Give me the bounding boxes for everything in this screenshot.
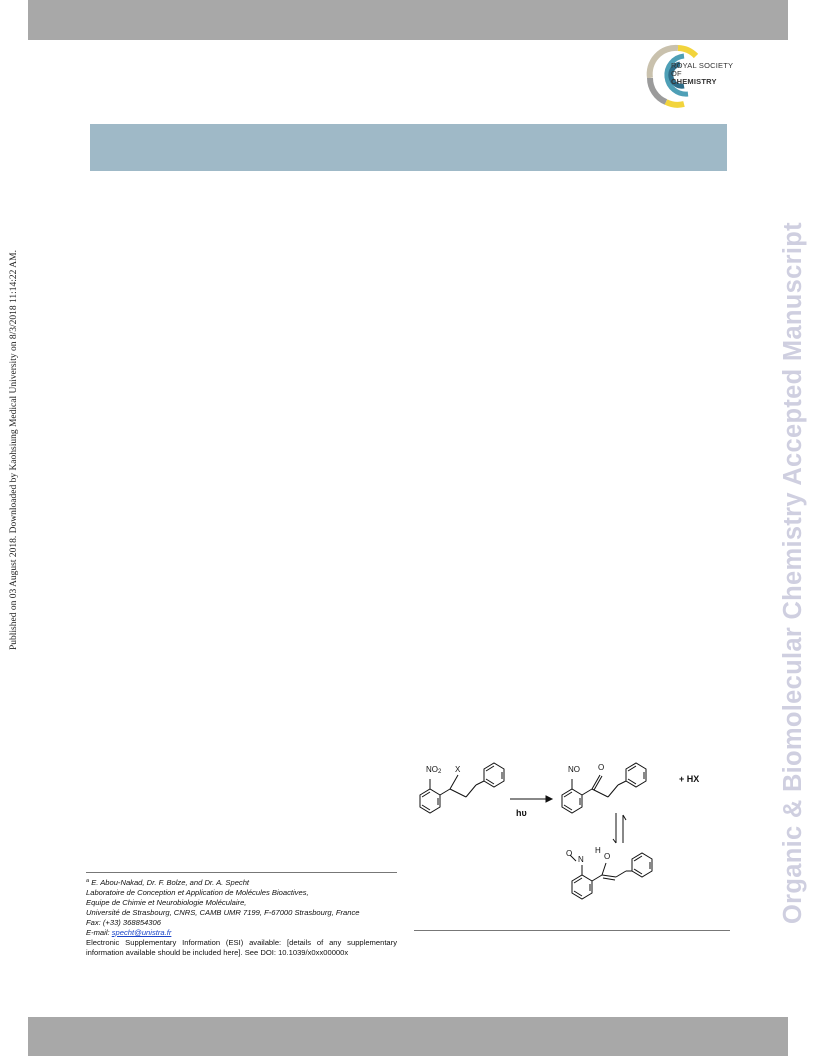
- accepted-manuscript-watermark: Organic & Biomolecular Chemistry Accepted Manuscript: [779, 222, 807, 924]
- no2-text: NO: [426, 765, 438, 774]
- footnote-esi: Electronic Supplementary Information (ESI) available: [details of any supplementary information available should be included here]. See DOI: 10.1039/x0xx00000x: [86, 938, 397, 957]
- byproduct-label: + HX: [679, 774, 700, 784]
- footnote-divider: [86, 872, 397, 873]
- no2-subscript: 2: [438, 769, 442, 775]
- leaving-group-label: X: [455, 765, 461, 774]
- tautomer-oxygen-label: O: [566, 849, 573, 858]
- product-carbonyl-label: O: [598, 763, 605, 772]
- footnote-team: Equipe de Chimie et Neurobiologie Moléculaire,: [86, 898, 247, 907]
- authors-text: E. Abou-Nakad, Dr. F. Bolze, and Dr. A. Specht: [91, 878, 250, 887]
- footnote-address: Université de Strasbourg, CNRS, CAMB UMR 7199, F-67000 Strasbourg, France: [86, 908, 360, 917]
- footer-bar: [28, 1017, 788, 1056]
- product-benzene-ring: [562, 789, 582, 813]
- footnote-lab: Laboratoire de Conception et Application de Molécules Bioactives,: [86, 888, 309, 897]
- email-link[interactable]: specht@unistra.fr: [111, 928, 172, 937]
- logo-line-3: CHEMISTRY: [671, 77, 717, 86]
- publication-note: Published on 03 August 2018. Downloaded by Kaohsiung Medical University on 8/3/2018 11:14:22 AM.: [9, 250, 19, 650]
- tautomer-phenyl-ring: [632, 853, 652, 877]
- footnote-email: [86, 928, 397, 938]
- reactant-benzene-ring: [420, 789, 440, 813]
- footnote-fax: Fax: (+33) 368854306: [86, 918, 161, 927]
- footnote-marker: a: [86, 878, 90, 884]
- reactant-nitro-label: [426, 765, 441, 775]
- email-label: E-mail:: [86, 928, 112, 937]
- footnote-authors: [86, 876, 397, 888]
- rsc-logo-text: [671, 62, 733, 86]
- product-phenyl-ring: [626, 763, 646, 787]
- author-footnote: [86, 876, 397, 958]
- tautomer-enol-oxygen-label: O: [604, 852, 611, 861]
- header-bar: [28, 0, 788, 40]
- light-label: hυ: [516, 808, 527, 818]
- tautomer-nitrogen-label: N: [578, 855, 584, 864]
- scheme-divider: [414, 930, 730, 931]
- title-banner: [90, 124, 727, 171]
- tautomer-hydrogen-label: H: [595, 846, 601, 855]
- logo-line-1: ROYAL SOCIETY: [671, 61, 734, 70]
- reactant-phenyl-ring: [484, 763, 504, 787]
- product-nitroso-label: NO: [568, 765, 580, 774]
- logo-line-2: OF: [671, 69, 682, 78]
- tautomer-benzene-ring: [572, 875, 592, 899]
